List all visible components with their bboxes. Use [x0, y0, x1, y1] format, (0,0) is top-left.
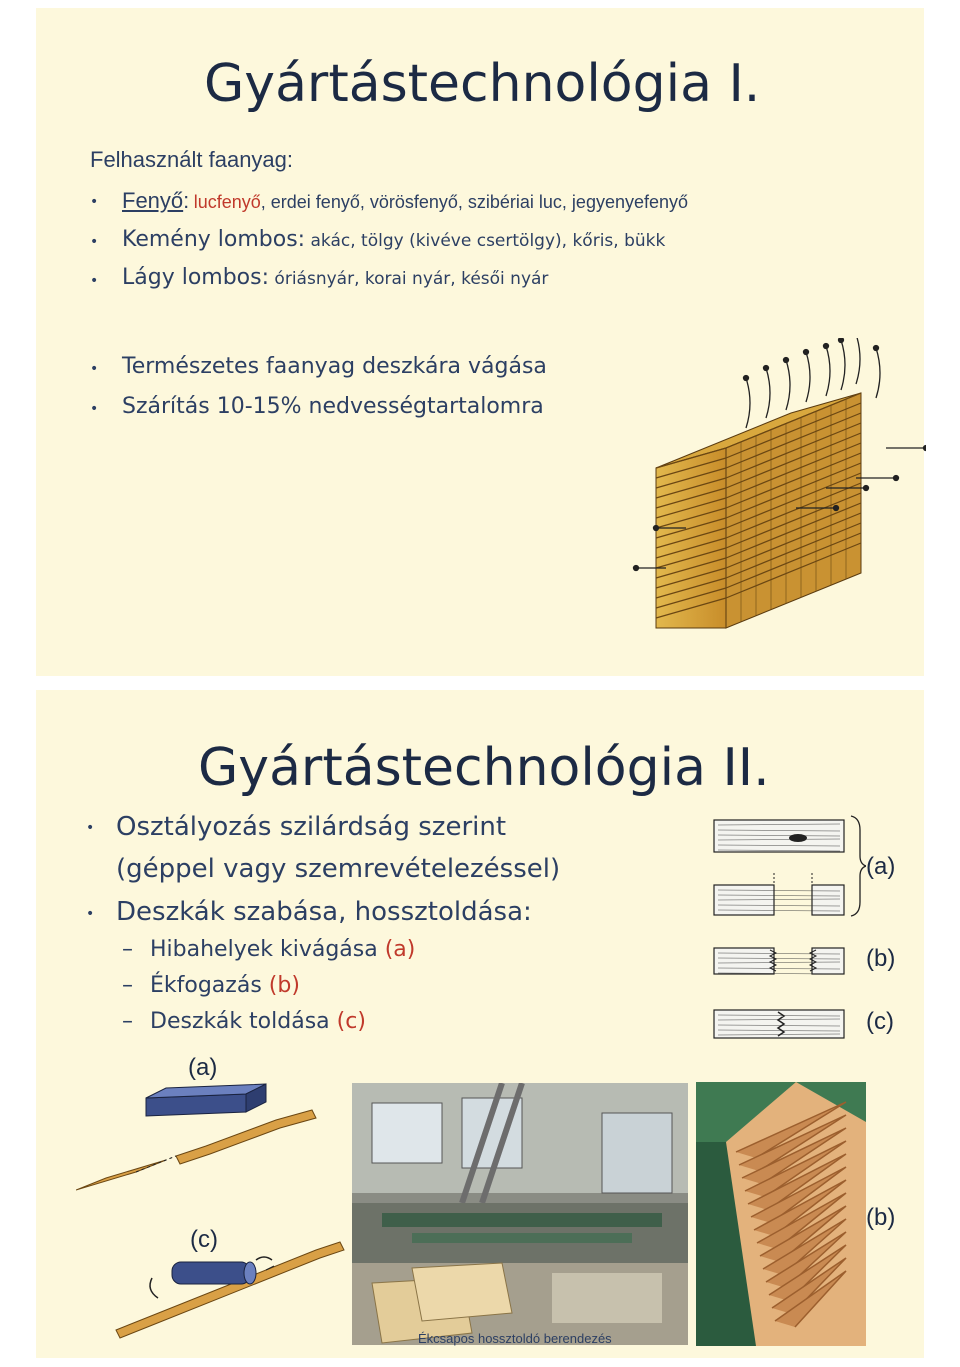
bullet-icon: • — [86, 906, 95, 922]
point-2: Szárítás 10-15% nedvességtartalomra — [122, 394, 544, 419]
sub-text: Ékfogazás — [150, 973, 269, 998]
dash: – — [122, 937, 133, 962]
label-b: (b) — [866, 945, 896, 972]
dash: – — [122, 1009, 133, 1034]
bullet-icon: • — [90, 273, 99, 289]
list-item-head: Kemény lombos: — [122, 227, 306, 252]
list-item-head: Lágy lombos: — [122, 265, 270, 290]
sub-text: Deszkák toldása — [150, 1009, 337, 1034]
finger-joint-closeup-photo — [696, 1082, 866, 1346]
list-item — [122, 188, 688, 214]
label-c: (c) — [866, 1008, 894, 1035]
bullet-line: (géppel vagy szemrevételezéssel) — [116, 854, 561, 884]
list-item — [122, 265, 548, 290]
sub-item — [122, 973, 300, 998]
label-a: (a) — [866, 853, 896, 880]
board-finger-right — [812, 948, 844, 974]
board-joining-illustration — [106, 1220, 346, 1340]
sub-item — [122, 1009, 366, 1034]
sub-tag: (c) — [336, 1009, 366, 1034]
bullet-icon: • — [90, 361, 99, 377]
defect-cutting-illustration — [76, 1060, 326, 1200]
bullet-line: Osztályozás szilárdság szerint — [116, 812, 507, 842]
sub-tag: (a) — [384, 937, 416, 962]
list-item-rest: , erdei fenyő, vörösfenyő, szibériai luc, jegyenyefenyő — [260, 192, 689, 212]
point-1: Természetes faanyag deszkára vágása — [122, 354, 547, 379]
bullet-icon: • — [90, 401, 99, 417]
slide-2 — [36, 690, 924, 1358]
slide-1 — [36, 8, 924, 676]
bullet-icon: • — [90, 194, 99, 210]
list-item-sep: : — [183, 188, 190, 213]
intro-text: Felhasznált faanyag: — [90, 147, 294, 172]
slide-title: Gyártástechnológia I. — [204, 54, 761, 114]
sub-tag: (b) — [268, 973, 300, 998]
left-label-a: (a) — [188, 1054, 218, 1081]
bullet-icon: • — [86, 820, 95, 836]
list-item-highlight: lucfenyő — [193, 192, 261, 212]
sub-text: Hibahelyek kivágása — [150, 937, 385, 962]
slide-title: Gyártástechnológia II. — [198, 738, 770, 798]
bullet-icon: • — [90, 234, 99, 250]
dash: – — [122, 973, 133, 998]
photo-caption: Ékcsapos hossztoldó berendezés — [418, 1331, 612, 1346]
bracket-icon — [851, 816, 866, 916]
list-item-head: Fenyő — [122, 188, 184, 213]
left-label-c: (c) — [190, 1226, 218, 1253]
bullet-line: Deszkák szabása, hossztoldása: — [116, 897, 532, 927]
board-finger-left — [714, 948, 774, 974]
sub-item — [122, 937, 415, 962]
finger-joint-machine-photo — [352, 1083, 688, 1345]
list-item — [122, 227, 665, 252]
list-item-rest: akác, tölgy (kivéve csertölgy), kőris, bükk — [305, 231, 666, 251]
board-processing-diagram — [706, 810, 866, 1050]
lumber-stack-drying-illustration — [626, 338, 926, 638]
list-item-rest: óriásnyár, korai nyár, késői nyár — [269, 269, 549, 289]
knot-icon — [789, 834, 807, 842]
photo-label-b: (b) — [866, 1204, 896, 1231]
